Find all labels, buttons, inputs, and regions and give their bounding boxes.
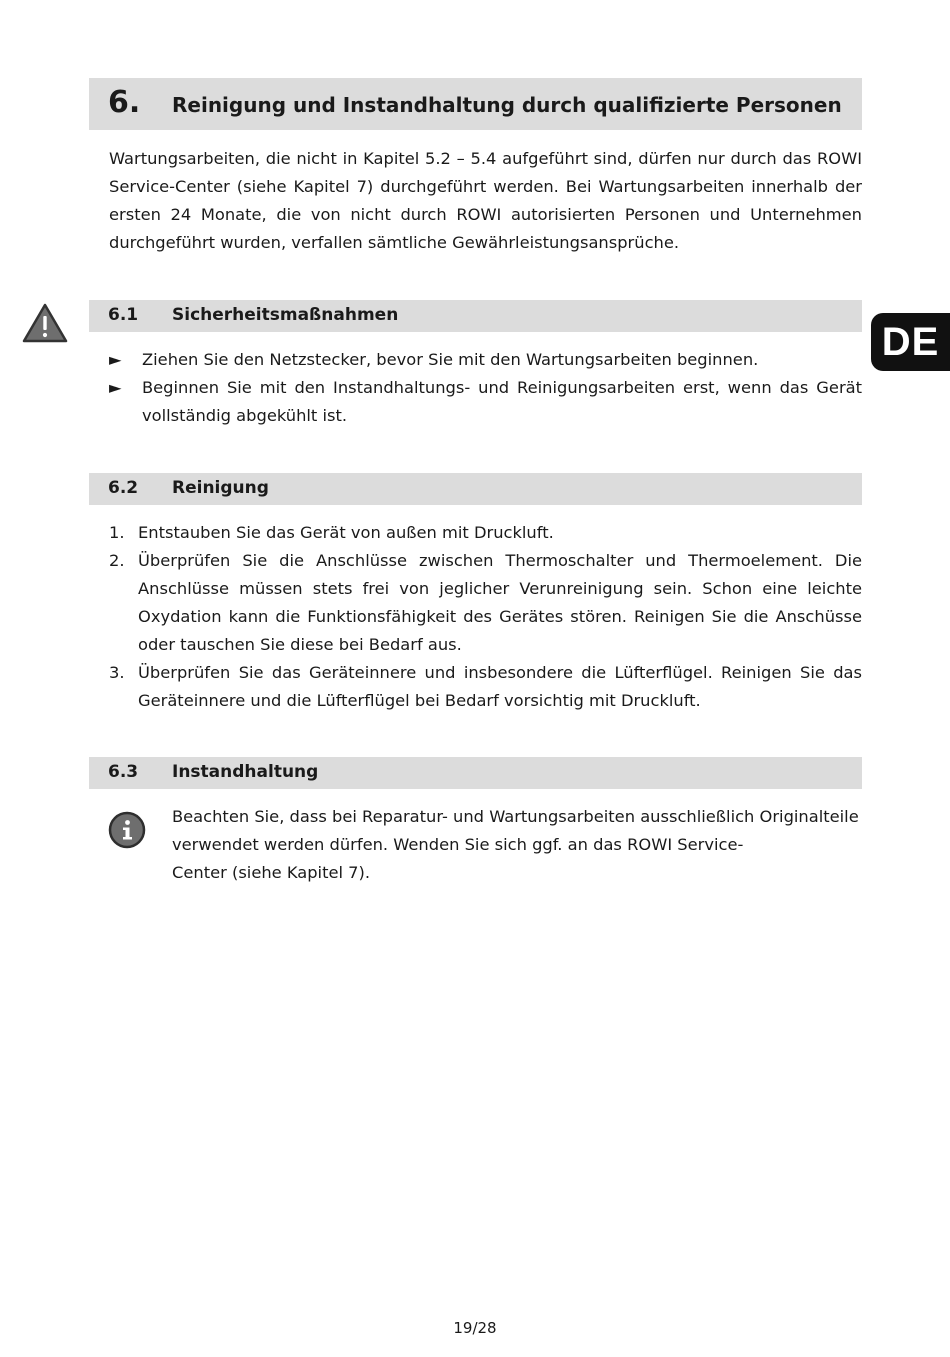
list-item	[109, 519, 862, 547]
section-6-3-heading	[89, 757, 862, 789]
list-item-text: Beginnen Sie mit den Instandhaltungs- und Reinigungsarbeiten erst, wenn das Gerät vollständig abgekühlt ist.	[142, 378, 862, 425]
page-number: 19/28	[453, 1319, 497, 1337]
list-item	[109, 374, 862, 430]
section-6-body: Wartungsarbeiten, die nicht in Kapitel 5.2 – 5.4 aufgeführt sind, dürfen nur durch das ROWI Service-Center (siehe Kapitel 7) durchgeführt werden. Bei Wartungsarbeiten innerhalb der ersten 24 Monate, die von nicht durch ROWI autorisierten Personen und Unternehmen durchgeführt wurden, verfallen sämtliche Gewährleistungsansprüche.	[109, 149, 862, 252]
warning-triangle-icon	[22, 303, 68, 343]
list-item-text: Ziehen Sie den Netzstecker, bevor Sie mit den Wartungsarbeiten beginnen.	[142, 350, 759, 369]
bullet-arrow-icon: ►	[109, 350, 122, 369]
info-note-line: Beachten Sie, dass bei Reparatur- und Wartungsarbeiten ausschließlich Originalteile	[172, 807, 859, 826]
list-item-text: Überprüfen Sie das Geräteinnere und insbesondere die Lüfterflügel. Reinigen Sie das Geräteinnere und die Lüfterflügel bei Bedarf vorsichtig mit Druckluft.	[138, 663, 862, 710]
list-item-text: Entstauben Sie das Gerät von außen mit Druckluft.	[138, 523, 554, 542]
list-item-text: Überprüfen Sie die Anschlüsse zwischen Thermoschalter und Thermoelement. Die Anschlüsse müssen stets frei von jeglicher Verunreinigung sein. Schon eine leichte Oxydation kann die Funktionsfähigkeit des Gerätes stören. Reinigen Sie die Anschüsse oder tauschen Sie diese bei Bedarf aus.	[138, 551, 862, 654]
list-item	[109, 659, 862, 715]
safety-list	[109, 346, 862, 430]
step-number: 3.	[109, 663, 125, 682]
cleaning-steps-list	[109, 519, 862, 715]
section-title: Reinigung	[172, 478, 269, 498]
section-6-1-heading	[89, 300, 862, 332]
section-title: Reinigung und Instandhaltung durch qualifizierte Personen	[172, 93, 842, 117]
step-number: 1.	[109, 523, 125, 542]
info-note-line: Center (siehe Kapitel 7).	[172, 863, 371, 882]
info-note	[172, 803, 862, 887]
step-number: 2.	[109, 551, 125, 570]
language-tab: DE	[871, 313, 950, 371]
info-icon	[108, 811, 146, 849]
list-item	[109, 346, 862, 374]
info-note-line: verwendet werden dürfen. Wenden Sie sich ggf. an das ROWI Service-	[172, 835, 744, 854]
list-item	[109, 547, 862, 659]
section-6-2-heading	[89, 473, 862, 505]
section-title: Instandhaltung	[172, 762, 319, 782]
bullet-arrow-icon: ►	[109, 378, 122, 397]
section-number: 6.2	[108, 478, 139, 498]
section-6-heading	[89, 78, 862, 130]
section-number: 6.3	[108, 762, 139, 782]
section-title: Sicherheitsmaßnahmen	[172, 305, 399, 325]
section-number: 6.	[108, 85, 141, 120]
section-number: 6.1	[108, 305, 139, 325]
